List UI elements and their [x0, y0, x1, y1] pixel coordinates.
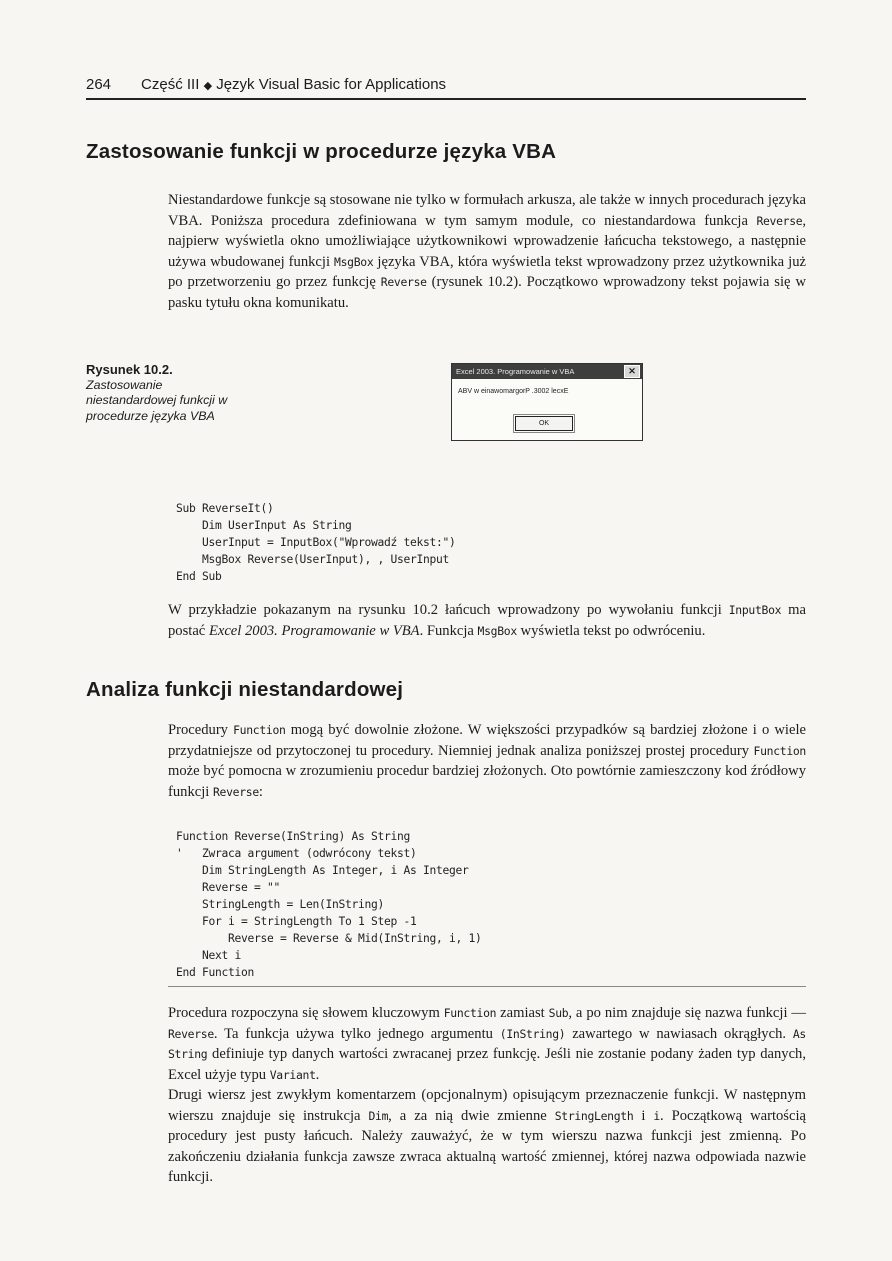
paragraph-function-procedures [168, 720, 806, 802]
text-run: . Ta funkcja używa tylko jednego argumentu [213, 1025, 500, 1042]
message-box-figure [451, 363, 643, 441]
text-run: może być pomocna w zrozumieniu procedur bardziej złożonych. Oto powtórnie zamieszczony kod źródłowy funkcji [168, 763, 806, 800]
text-run: zamiast [496, 1005, 549, 1021]
italic-title: Excel 2003. Programowanie w VBA [208, 622, 420, 639]
code-term: Function [233, 723, 286, 737]
message-box-title: Excel 2003. Programowanie w VBA [456, 367, 575, 376]
code-term: MsgBox [477, 623, 517, 638]
code-term: Reverse [380, 275, 427, 289]
text-run: (rysunek 10.2). Początkowo wprowadzony tekst pojawia się w pasku tytułu okna komunikatu. [168, 274, 806, 311]
chapter-title: Język Visual Basic for Applications [216, 76, 447, 93]
code-term: As String [168, 1026, 806, 1061]
text-run: wyświetla tekst po odwróceniu. [516, 622, 706, 639]
text-run: Drugi wiersz jest zwykłym komentarzem (opcjonalnym) opisującym przeznaczenie funkcji. W następnym wierszu znajduje się instrukcja [168, 1087, 806, 1124]
close-icon[interactable]: ✕ [624, 365, 640, 378]
text-run: i [633, 1107, 654, 1124]
text-run: języka VBA, która wyświetla tekst wprowadzony przez użytkownika już po przetworzeniu go przez funkcję [168, 253, 806, 290]
text-run: Procedura rozpoczyna się słowem kluczowym [168, 1005, 444, 1021]
section-heading-function-in-procedure: Zastosowanie funkcji w procedurze języka VBA [86, 140, 557, 163]
text-run: definiuje typ danych wartości zwracanej przez funkcję. Jeśli nie zostanie podany żaden typ danych, Excel użyje typu [168, 1046, 806, 1083]
paragraph-function-keyword [168, 1003, 806, 1085]
text-run: Procedury [168, 722, 234, 738]
page-number: 264 [86, 76, 112, 93]
text-run: Niestandardowe funkcje są stosowane nie tylko w formułach arkusza, ale także w innych procedurach języka VBA. Poniższa procedura zdefiniowana w tym samym module, co niestandardowa funkcja [168, 192, 806, 229]
text-run: W przykładzie pokazanym na rysunku 10.2 łańcuch wprowadzony po wywołaniu funkcji [168, 602, 729, 618]
message-box-titlebar [452, 364, 642, 379]
figure-number: Rysunek 10.2. [86, 362, 173, 377]
text-run: ma postać [168, 602, 806, 639]
text-run: , a za nią dwie zmienne [388, 1107, 555, 1124]
code-term: MsgBox [334, 254, 374, 269]
paragraph-intro [168, 190, 806, 313]
ok-button[interactable]: OK [515, 416, 573, 431]
text-run: : [258, 783, 263, 800]
text-run: . Funkcja [419, 622, 478, 639]
code-term: (InString) [499, 1026, 566, 1041]
text-run: . [315, 1066, 320, 1083]
paragraph-comment-line [168, 1085, 806, 1188]
figure-caption [86, 362, 256, 424]
code-term: StringLength [554, 1108, 634, 1123]
code-listing-reverseit: Sub ReverseIt() Dim UserInput As String UserInput = InputBox("Wprowadź tekst:") MsgBox Reverse(UserInput), , UserInput End Sub [176, 502, 456, 583]
code-term: Sub [548, 1006, 569, 1020]
text-run: zawartego w nawiasach okrągłych. [565, 1025, 793, 1042]
text-run: mogą być dowolnie złożone. W większości przypadków są bardziej złożone i o wiele przydatniejsze od przytoczonej tu procedury. Niemniej jednak analiza poniższej prostej procedury [168, 722, 806, 759]
text-run: , a po nim znajduje się nazwa funkcji — [568, 1005, 807, 1021]
code-term: Dim [368, 1108, 389, 1123]
section-heading-custom-function-analysis: Analiza funkcji niestandardowej [86, 678, 404, 701]
message-box-text: ABV w einawomargorP .3002 lecxE [458, 388, 569, 395]
part-label: Część III [141, 76, 200, 93]
running-header [86, 76, 806, 100]
code-listing-reverse-function: Function Reverse(InString) As String ' Zwraca argument (odwrócony tekst) Dim StringLength As Integer, i As Integer Reverse = "" StringLength = Len(InString) For i = StringLength To 1 Step -1 Reverse = Reverse & Mid(InString, i, 1) Next i End Function [176, 830, 482, 979]
text-run: . Początkową wartością procedury jest pusty łańcuch. Należy zauważyć, że w tym wierszu nazwa funkcji jest zmienną. Po zakończeniu działania funkcja zawsze zwraca aktualną wartość zmiennej, której nazwa odpowiada nazwie funkcji. [168, 1107, 806, 1185]
divider [168, 986, 806, 987]
code-term: Reverse [213, 784, 259, 799]
code-term: Function [753, 743, 806, 758]
running-title [141, 76, 446, 93]
paragraph-example [168, 600, 806, 641]
code-term: Reverse [756, 213, 803, 228]
code-term: Function [443, 1006, 497, 1020]
code-term: InputBox [728, 603, 782, 617]
code-term: i [653, 1108, 660, 1123]
code-term: Reverse [168, 1026, 214, 1041]
code-term: Variant [269, 1067, 316, 1082]
text-run: , najpierw wyświetla okno umożliwiające użytkownikowi wprowadzenie łańcucha tekstowego, a następnie używa wbudowanej funkcji [168, 212, 806, 270]
diamond-separator-icon: ◆ [203, 80, 213, 92]
figure-caption-text: Zastosowanie niestandardowej funkcji w procedurze języka VBA [86, 377, 228, 423]
